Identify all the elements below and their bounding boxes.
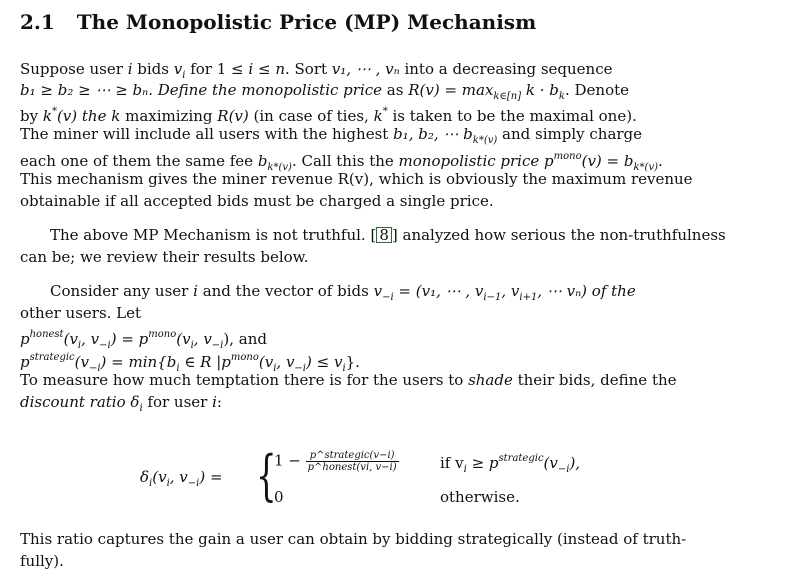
discount-ratio-equation [130,444,650,516]
para3-line2: other users. Let [20,304,142,322]
fraction: $\frac{\text{p\textasciicircum{}strategic(v−i)}}{\text{p\textasciicircum{}honest(vi, v−i)}}$ [307,450,397,473]
cases-brace: { [256,444,277,507]
para2-line2: can be; we review their results below. [20,248,309,266]
para1-line6: This mechanism gives the miner revenue R(v), which is obviously the maximum revenue [20,170,693,188]
citation-link[interactable]: 8 [376,227,392,243]
term-discount-ratio: discount ratio [20,393,126,411]
equation-lhs: $\delta_i(v_i$, $v_{-i}$) = [140,468,223,489]
section-number: 2.1 [20,10,55,34]
para1-line3: by k*(v) the k maximizing R(v) (in case of ties, k* is taken to be the maximal one). [20,106,637,125]
term-monopolistic-price: monopolistic price [241,81,383,99]
para3-line3: $p^{honest}(v_i$, $v_{-i}) = p^{mono}(v_i$, $v_{-i}$), and [20,329,267,351]
section-title: The Monopolistic Price (MP) Mechanism [76,10,537,34]
para1-line1: Suppose user i bids $v_i$ for 1 ≤ i ≤ n. Sort v₁, ⋯ , vₙ into a decreasing sequence [20,60,613,81]
para1-line4: The miner will include all users with the highest b₁, b₂, ⋯ $b_{k*(v)}$ and simply charge [20,125,643,146]
term-shade: shade [468,371,513,389]
equation-condition-2: otherwise. [440,488,520,506]
para3-line6: discount ratio $\delta_i$ for user i: [20,393,222,414]
para4-line1: This ratio captures the gain a user can obtain by bidding strategically (instead of truth- [20,530,687,548]
term-monopolistic-price-2: monopolistic price [398,152,540,170]
para3-line4: $p^{strategic}(v_{-i}) = \min\{b_i$ ∈ R $|p^{mono}(v_i$, $v_{-i}) \le v_i$}. [20,352,360,374]
para3-line1: Consider any user i and the vector of bids $v_{-i} = (v_1$, ⋯ , $v_{i-1}$, $v_{i+1}$, ⋯ vₙ) of the [50,282,636,303]
para1-line5: each one of them the same fee $b_{k*(v)}$. Call this the monopolistic price $p^{mono}(v) = b_{k*(v)}$. [20,151,663,173]
para1-line7: obtainable if all accepted bids must be charged a single price. [20,192,494,210]
equation-condition-1: if $v_i \ge p^{strategic}(v_{-i})$, [440,453,581,475]
equation-case-2: 0 [274,488,284,506]
para1-line2: b₁ ≥ b₂ ≥ ⋯ ≥ bₙ. Define the monopolistic price as $R(v) = \max_{k\in[n]} k \cdot b_k$. Denote [20,81,630,102]
para3-line5: To measure how much temptation there is for the users to shade their bids, define the [20,371,677,389]
equation-case-1: 1 − $\frac{\text{p\textasciicircum{}strategic(v−i)}}{\text{p\textasciicircum{}honest(vi, v−i)}}$ [274,450,397,473]
para4-line2: fully). [20,552,64,570]
para2-line1: The above MP Mechanism is not truthful. [ 8 ] analyzed how serious the non-truthfulness [50,226,726,244]
section-heading [20,10,536,34]
